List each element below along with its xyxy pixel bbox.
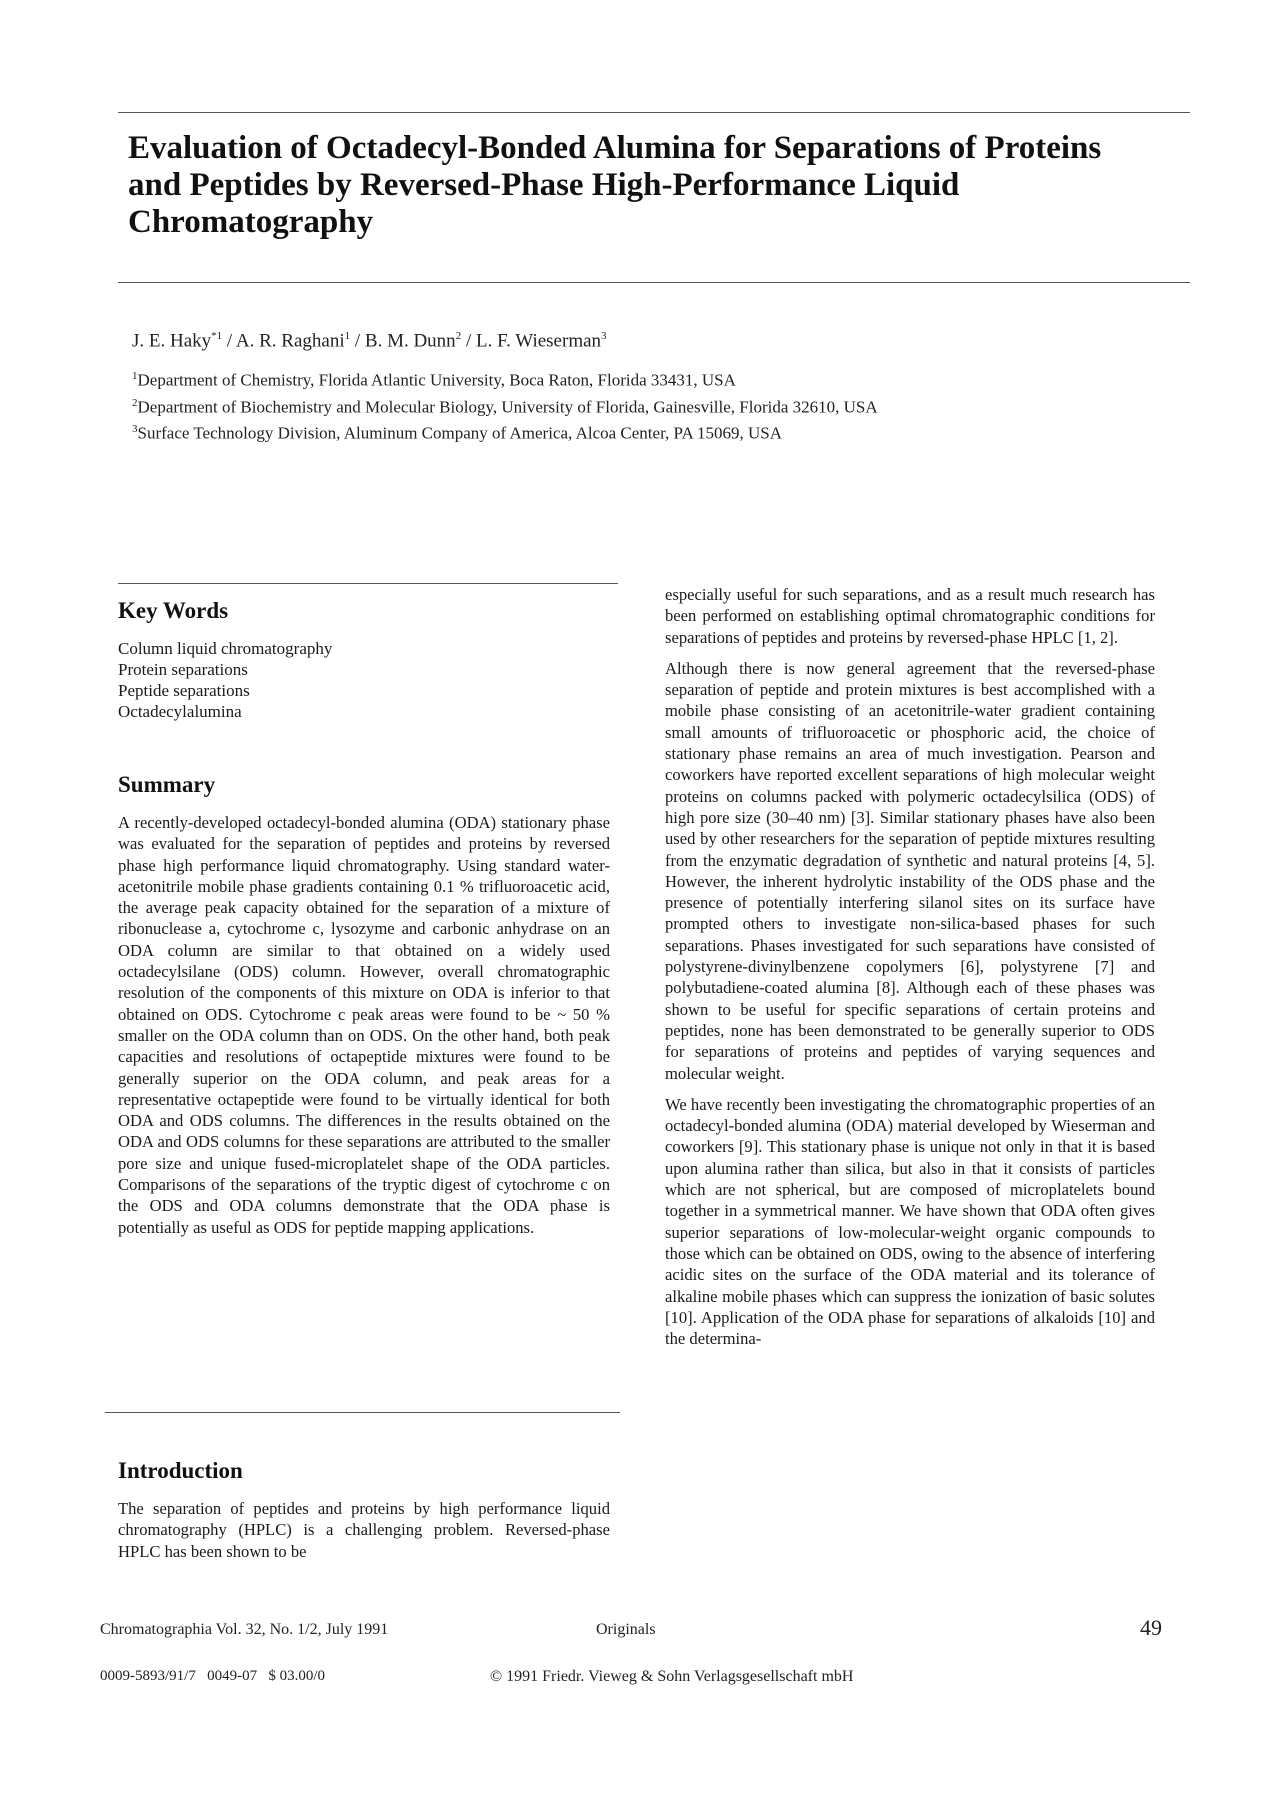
affiliation-text: Department of Biochemistry and Molecular Biology, University of Florida, Gainesville, Florida 32610, USA bbox=[137, 397, 878, 417]
page-number: 49 bbox=[1140, 1615, 1162, 1640]
author-mark: 1 bbox=[344, 330, 351, 342]
keywords-rule bbox=[118, 583, 618, 584]
journal-citation: Chromatographia Vol. 32, No. 1/2, July 1991 bbox=[100, 1621, 389, 1638]
affiliation-number: 2 bbox=[132, 396, 138, 409]
copyright-line: © 1991 Friedr. Vieweg & Sohn Verlagsgesellschaft mbH bbox=[490, 1668, 854, 1685]
paragraph: especially useful for such separations, and as a result much research has been performed on establishing optimal chromatographic conditions for separations of peptides and proteins by reversed-phase HPLC [1, 2]. bbox=[665, 585, 1155, 647]
affiliation-text: Department of Chemistry, Florida Atlantic University, Boca Raton, Florida 33431, USA bbox=[137, 370, 736, 390]
right-column bbox=[665, 584, 1155, 1359]
paragraph: We have recently been investigating the chromatographic properties of an octadecyl-bonded alumina (ODA) material developed by Wieserman and coworkers [9]. This stationary phase is unique not only in that it is based upon alumina rather than silica, but also in that it consists of particles which are not spherical, but are composed of microplatelets bound together in a symmetrical manner. We have shown that ODA often gives superior separations of low-molecular-weight organic compounds to those which can be obtained on ODS, owing to the absence of interfering acidic sites on the surface of the ODA material and its tolerance of alkaline mobile phases which can suppress the ionization of basic solutes [10]. Application of the ODA phase for separations of alkaloids [10] and the determina- bbox=[665, 1094, 1155, 1349]
author-line: J. E. Haky$^{*1}$ / A. R. Raghani$^1$ / B. M. Dunn$^2$ / L. F. Wieserman$^3$ bbox=[132, 330, 607, 352]
keyword-item: Column liquid chromatography bbox=[118, 639, 333, 658]
author-name: J. E. Haky bbox=[132, 330, 212, 352]
affiliation bbox=[132, 365, 1132, 392]
summary-text: A recently-developed octadecyl-bonded alumina (ODA) stationary phase was evaluated for the separation of peptides and proteins by reversed phase high performance liquid chromatography. Using standard water-acetonitrile mobile phase gradients containing 0.1 % trifluoroacetic acid, the average peak capacity obtained for the separation of a mixture of ribonuclease a, cytochrome c, lysozyme and carbonic anhydrase on an ODA column are similar to that obtained on a widely used octadecylsilane (ODS) column. However, overall chromatographic resolution of the components of this mixture on ODA is inferior to that obtained on ODS. Cytochrome c peak areas were found to be ~ 50 % smaller on the ODA column than on ODS. On the other hand, both peak capacities and resolutions of octapeptide mixtures were found to be generally superior on the ODA column, and peak areas for a representative octapeptide were found to be virtually identical for both ODA and ODS columns. The differences in the results obtained on the ODA and ODS columns for these separations are attributed to the smaller pore size and unique fused-microplatelet shape of the ODA particles. Comparisons of the separations of the tryptic digest of cytochrome c on the ODS and ODA columns demonstrate that the ODA phase is potentially as useful as ODS for peptide mapping applications. bbox=[118, 813, 610, 1237]
paragraph: Although there is now general agreement that the reversed-phase separation of peptide and protein mixtures is best accomplished with a mobile phase consisting of an acetonitrile-water gradient containing small amounts of trifluoroacetic or phosphoric acid, the choice of stationary phase remains an area of much investigation. Pearson and coworkers have reported excellent separations of high molecular weight proteins on columns packed with polymeric octadecylsilica (ODS) of high pore size (30–40 nm) [3]. Similar stationary phases have also been used by other researchers for the separation of peptide mixtures resulting from the enzymatic degradation of synthetic and natural proteins [4, 5]. However, the inherent hydrolytic instability of the ODS phase and the presence of potentially interfering silanol sites on its surface have prompted others to investigate non-silica-based phases for such separations. Phases investigated for such separations have consisted of polystyrene-divinylbenzene copolymers [6], polystyrene [7] and polybutadiene-coated alumina [8]. Although each of these phases was shown to be useful for specific separations of certain proteins and peptides, none has been demonstrated to be generally superior to ODS for separations of proteins and peptides of varying sequences and molecular weight. bbox=[665, 658, 1155, 1083]
issn-codes: 0009-5893/91/7 0049-07 $ 03.00/0 bbox=[100, 1668, 325, 1684]
keyword-item: Peptide separations bbox=[118, 681, 250, 700]
introduction-text: The separation of peptides and proteins by high performance liquid chromatography (HPLC) is a challenging problem. Reversed-phase HPLC has been shown to be bbox=[118, 1499, 610, 1561]
author-name: A. R. Raghani bbox=[235, 330, 345, 352]
affiliation bbox=[132, 392, 1132, 419]
summary-section bbox=[118, 772, 610, 1238]
summary-heading: Summary bbox=[118, 772, 216, 797]
introduction-section bbox=[118, 1458, 610, 1562]
title-top-rule bbox=[118, 112, 1190, 113]
keywords-section bbox=[118, 598, 610, 722]
introduction-heading: Introduction bbox=[118, 1458, 243, 1483]
title-bottom-rule bbox=[118, 282, 1190, 283]
author-name: L. F. Wieserman bbox=[475, 330, 602, 352]
affiliations bbox=[132, 365, 1132, 445]
keywords-list bbox=[118, 638, 610, 722]
section-label: Originals bbox=[596, 1621, 656, 1638]
author-mark: 2 bbox=[455, 330, 462, 342]
keywords-heading: Key Words bbox=[118, 598, 229, 623]
keyword-item: Protein separations bbox=[118, 660, 248, 679]
affiliation-text: Surface Technology Division, Aluminum Company of America, Alcoa Center, PA 15069, USA bbox=[137, 423, 783, 443]
summary-end-rule bbox=[105, 1412, 620, 1413]
article-title: Evaluation of Octadecyl-Bonded Alumina for Separations of Proteins and Peptides by Reversed-Phase High-Performance Liquid Chromatography bbox=[128, 130, 1102, 240]
keyword-item: Octadecylalumina bbox=[118, 702, 242, 721]
author-mark: 3 bbox=[601, 330, 607, 342]
affiliation-number: 3 bbox=[132, 423, 138, 436]
affiliation-number: 1 bbox=[132, 370, 138, 382]
author-name: B. M. Dunn bbox=[364, 330, 456, 352]
affiliation bbox=[132, 418, 1132, 445]
author-mark: *1 bbox=[211, 330, 223, 342]
